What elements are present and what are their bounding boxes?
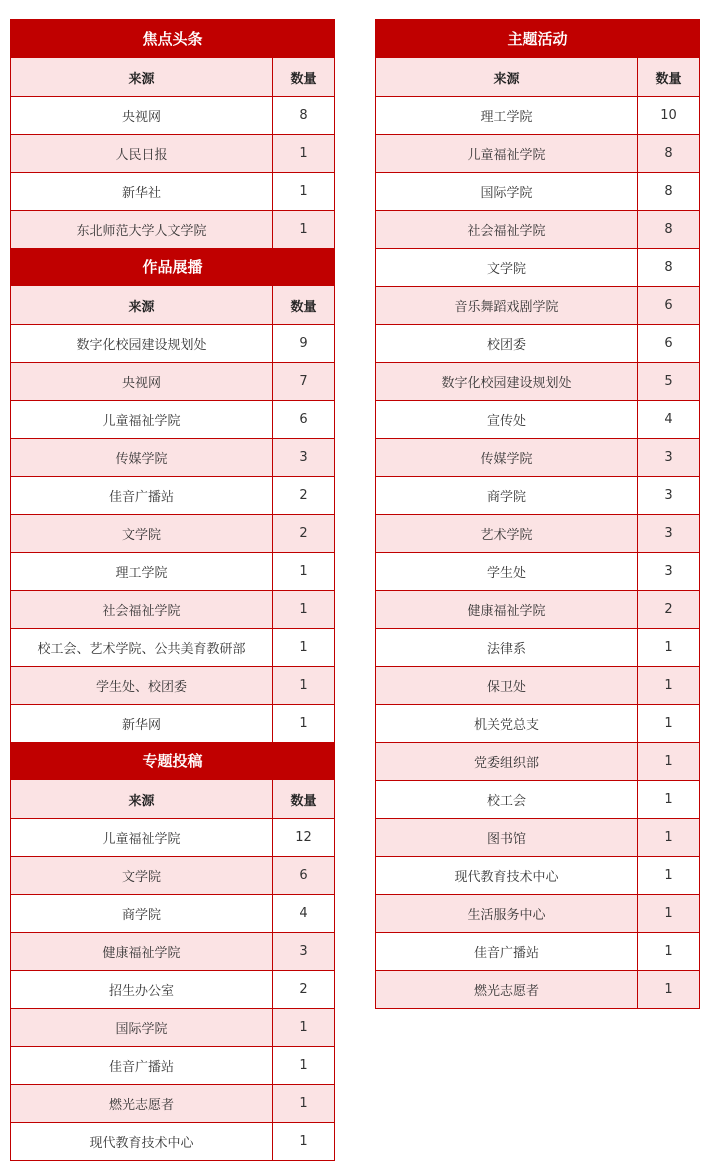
table-row xyxy=(11,1122,334,1160)
table-row xyxy=(376,666,699,704)
count-cell: 3 xyxy=(664,488,673,503)
table-row xyxy=(376,590,699,628)
count-cell: 7 xyxy=(299,374,308,389)
source-cell: 燃光志愿者 xyxy=(376,971,638,1008)
table-row xyxy=(376,856,699,894)
count-cell: 1 xyxy=(299,640,308,655)
count-cell: 1 xyxy=(299,1134,308,1149)
table-row xyxy=(376,172,699,210)
source-cell: 人民日报 xyxy=(11,135,273,172)
table-row xyxy=(376,438,699,476)
table-header-row xyxy=(376,58,699,96)
count-cell: 9 xyxy=(299,336,308,351)
count-cell: 6 xyxy=(299,868,308,883)
source-cell: 国际学院 xyxy=(11,1009,273,1046)
count-cell: 1 xyxy=(299,146,308,161)
source-cell: 音乐舞蹈戏剧学院 xyxy=(376,287,638,324)
table-row xyxy=(376,400,699,438)
source-cell: 理工学院 xyxy=(376,97,638,134)
table-row xyxy=(11,932,334,970)
count-cell: 1 xyxy=(299,564,308,579)
source-cell: 佳音广播站 xyxy=(11,477,273,514)
source-cell: 保卫处 xyxy=(376,667,638,704)
table-row xyxy=(376,742,699,780)
count-cell: 10 xyxy=(660,108,677,123)
table-row xyxy=(11,628,334,666)
table-row xyxy=(376,134,699,172)
count-cell: 1 xyxy=(299,1058,308,1073)
source-cell: 商学院 xyxy=(11,895,273,932)
source-column-header: 来源 xyxy=(11,286,273,324)
source-cell: 央视网 xyxy=(11,363,273,400)
source-cell: 文学院 xyxy=(11,857,273,894)
table-header-row xyxy=(11,286,334,324)
count-cell: 8 xyxy=(664,184,673,199)
source-cell: 传媒学院 xyxy=(11,439,273,476)
source-cell: 健康福祉学院 xyxy=(11,933,273,970)
source-cell: 现代教育技术中心 xyxy=(11,1123,273,1160)
count-cell: 1 xyxy=(664,868,673,883)
source-cell: 央视网 xyxy=(11,97,273,134)
table-row xyxy=(11,704,334,742)
count-cell: 1 xyxy=(299,1020,308,1035)
count-cell: 3 xyxy=(299,450,308,465)
count-cell: 1 xyxy=(299,716,308,731)
count-cell: 1 xyxy=(299,602,308,617)
count-cell: 1 xyxy=(299,1096,308,1111)
table-row xyxy=(11,818,334,856)
table-row xyxy=(376,362,699,400)
count-cell: 1 xyxy=(664,640,673,655)
table-row xyxy=(11,400,334,438)
source-cell: 新华网 xyxy=(11,705,273,742)
count-cell: 2 xyxy=(299,488,308,503)
table-row xyxy=(11,1046,334,1084)
count-column-header: 数量 xyxy=(290,793,317,809)
count-cell: 6 xyxy=(664,336,673,351)
section-title: 主题活动 xyxy=(376,20,699,58)
source-column-header: 来源 xyxy=(11,780,273,818)
table-row xyxy=(376,818,699,856)
source-cell: 佳音广播站 xyxy=(11,1047,273,1084)
table-row xyxy=(376,476,699,514)
table-row xyxy=(11,96,334,134)
section-title: 专题投稿 xyxy=(11,742,334,780)
count-cell: 1 xyxy=(664,944,673,959)
count-cell: 1 xyxy=(664,678,673,693)
count-cell: 1 xyxy=(664,906,673,921)
source-cell: 学生处 xyxy=(376,553,638,590)
count-cell: 4 xyxy=(299,906,308,921)
table-row xyxy=(376,96,699,134)
source-cell: 新华社 xyxy=(11,173,273,210)
source-cell: 校工会、艺术学院、公共美育教研部 xyxy=(11,629,273,666)
source-cell: 理工学院 xyxy=(11,553,273,590)
source-cell: 图书馆 xyxy=(376,819,638,856)
table-header-row xyxy=(11,58,334,96)
table-row xyxy=(376,552,699,590)
source-cell: 现代教育技术中心 xyxy=(376,857,638,894)
table-row xyxy=(11,476,334,514)
table-row xyxy=(376,514,699,552)
count-cell: 5 xyxy=(664,374,673,389)
source-column-header: 来源 xyxy=(376,58,638,96)
source-cell: 国际学院 xyxy=(376,173,638,210)
source-cell: 招生办公室 xyxy=(11,971,273,1008)
table-row xyxy=(11,324,334,362)
count-cell: 1 xyxy=(299,222,308,237)
source-cell: 数字化校园建设规划处 xyxy=(376,363,638,400)
count-cell: 1 xyxy=(664,716,673,731)
table-row xyxy=(11,970,334,1008)
count-cell: 12 xyxy=(295,830,312,845)
count-column-header: 数量 xyxy=(290,299,317,315)
count-cell: 3 xyxy=(664,564,673,579)
table-row xyxy=(376,704,699,742)
table-row xyxy=(376,324,699,362)
source-cell: 东北师范大学人文学院 xyxy=(11,211,273,248)
table-row xyxy=(11,438,334,476)
section-title: 作品展播 xyxy=(11,248,334,286)
count-cell: 2 xyxy=(664,602,673,617)
table-header-row xyxy=(11,780,334,818)
table-row xyxy=(11,1008,334,1046)
table-row xyxy=(376,286,699,324)
table-row xyxy=(11,894,334,932)
table-row xyxy=(376,780,699,818)
section-title: 焦点头条 xyxy=(11,20,334,58)
table-row xyxy=(11,134,334,172)
table-row xyxy=(376,210,699,248)
source-cell: 文学院 xyxy=(376,249,638,286)
table-row xyxy=(11,856,334,894)
source-cell: 校团委 xyxy=(376,325,638,362)
source-cell: 艺术学院 xyxy=(376,515,638,552)
count-cell: 1 xyxy=(664,830,673,845)
source-cell: 党委组织部 xyxy=(376,743,638,780)
count-cell: 8 xyxy=(664,222,673,237)
table-row xyxy=(11,666,334,704)
source-cell: 法律系 xyxy=(376,629,638,666)
source-cell: 文学院 xyxy=(11,515,273,552)
source-cell: 机关党总支 xyxy=(376,705,638,742)
source-cell: 燃光志愿者 xyxy=(11,1085,273,1122)
table-row xyxy=(376,970,699,1008)
table-row xyxy=(11,514,334,552)
table-row xyxy=(376,248,699,286)
table-row xyxy=(11,172,334,210)
source-cell: 生活服务中心 xyxy=(376,895,638,932)
source-cell: 社会福祉学院 xyxy=(376,211,638,248)
table-row xyxy=(376,932,699,970)
count-cell: 3 xyxy=(299,944,308,959)
source-cell: 传媒学院 xyxy=(376,439,638,476)
count-cell: 1 xyxy=(299,678,308,693)
table-row xyxy=(11,362,334,400)
source-cell: 校工会 xyxy=(376,781,638,818)
source-cell: 数字化校园建设规划处 xyxy=(11,325,273,362)
count-cell: 1 xyxy=(664,792,673,807)
count-cell: 6 xyxy=(664,298,673,313)
source-cell: 宣传处 xyxy=(376,401,638,438)
source-cell: 健康福祉学院 xyxy=(376,591,638,628)
table-row xyxy=(11,590,334,628)
count-cell: 1 xyxy=(664,754,673,769)
count-cell: 3 xyxy=(664,526,673,541)
table-row xyxy=(376,894,699,932)
count-cell: 4 xyxy=(664,412,673,427)
count-cell: 6 xyxy=(299,412,308,427)
count-cell: 1 xyxy=(299,184,308,199)
source-cell: 儿童福祉学院 xyxy=(11,819,273,856)
count-column-header: 数量 xyxy=(290,71,317,87)
source-column-header: 来源 xyxy=(11,58,273,96)
table-row xyxy=(11,552,334,590)
count-cell: 2 xyxy=(299,526,308,541)
count-cell: 3 xyxy=(664,450,673,465)
count-cell: 8 xyxy=(664,260,673,275)
source-cell: 佳音广播站 xyxy=(376,933,638,970)
source-cell: 社会福祉学院 xyxy=(11,591,273,628)
count-column-header: 数量 xyxy=(655,71,682,87)
count-cell: 1 xyxy=(664,982,673,997)
source-cell: 学生处、校团委 xyxy=(11,667,273,704)
count-cell: 2 xyxy=(299,982,308,997)
table-row xyxy=(11,1084,334,1122)
source-cell: 儿童福祉学院 xyxy=(11,401,273,438)
table-row xyxy=(11,210,334,248)
source-cell: 儿童福祉学院 xyxy=(376,135,638,172)
source-cell: 商学院 xyxy=(376,477,638,514)
left-tables xyxy=(10,19,335,1161)
table-row xyxy=(376,628,699,666)
count-cell: 8 xyxy=(299,108,308,123)
right-tables xyxy=(375,19,700,1009)
count-cell: 8 xyxy=(664,146,673,161)
